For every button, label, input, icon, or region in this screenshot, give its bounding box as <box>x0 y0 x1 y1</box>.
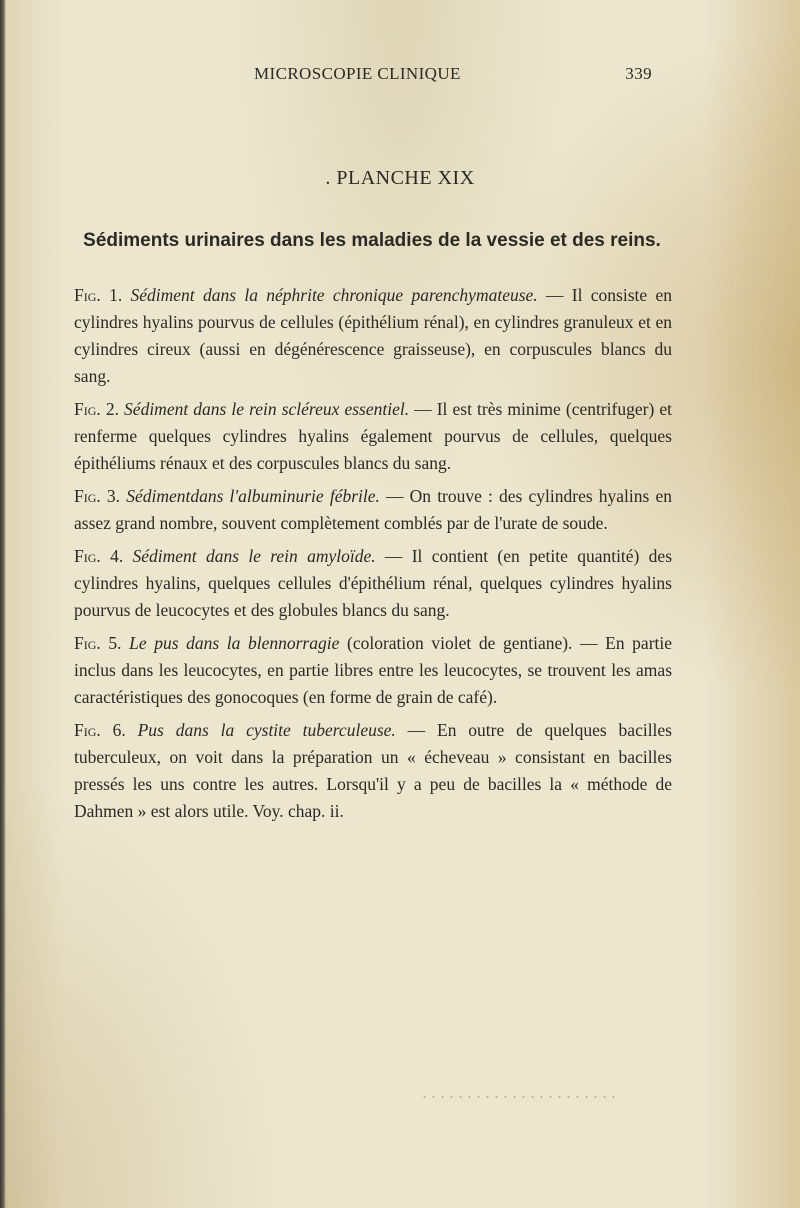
figure-5-description <box>74 630 672 711</box>
figure-title: Sédiment dans la néphrite chronique parenchymateuse. <box>130 285 538 305</box>
figure-text: — Il est très minime (centrifuger) et renferme quelques cylindres hyalins également pourvus de cellules, quelques épithéliums rénaux et des corpuscules blancs du sang. <box>74 399 672 473</box>
figure-6-description <box>74 717 672 825</box>
figure-title: Sédimentdans l'albuminurie fébrile. <box>126 486 380 506</box>
page-number: 339 <box>625 64 652 83</box>
figure-title: Sédiment dans le rein scléreux essentiel. <box>124 399 410 419</box>
section-title: Sédiments urinaires dans les maladies de la vessie et des reins. <box>83 230 661 251</box>
figure-label: Fig. 5. <box>74 633 122 653</box>
running-title: MICROSCOPIE CLINIQUE <box>254 64 461 83</box>
figure-3-description <box>74 483 672 537</box>
figure-title: Sédiment dans le rein amyloïde. <box>132 546 376 566</box>
plate-title: . PLANCHE XIX <box>325 167 475 189</box>
figure-label: Fig. 4. <box>74 546 124 566</box>
figure-label: Fig. 3. <box>74 486 121 506</box>
figure-label: Fig. 1. <box>74 285 123 305</box>
figure-title: Le pus dans la blennorragie <box>129 633 340 653</box>
figure-descriptions <box>74 282 672 831</box>
paper-specks <box>420 1094 620 1100</box>
figure-2-description <box>74 396 672 477</box>
figure-text: (coloration violet de gentiane). — En partie inclus dans les leucocytes, en partie libres entre les leucocytes, se trouvent les amas caractéristiques des gonocoques (en forme de grain de café). <box>74 633 673 707</box>
figure-text: — En outre de quelques bacilles tuberculeux, on voit dans la préparation un « écheveau » consistant en bacilles pressés les uns contre les autres. Lorsqu'il y a peu de bacilles la « méthode de Dahmen » est alors utile. Voy. chap. ii. <box>74 720 672 821</box>
figure-4-description <box>74 543 672 624</box>
figure-text: — On trouve : des cylindres hyalins en assez grand nombre, souvent complètement comblés par de l'urate de soude. <box>74 486 672 533</box>
figure-label: Fig. 6. <box>74 720 126 740</box>
figure-label: Fig. 2. <box>74 399 119 419</box>
figure-text: — Il consiste en cylindres hyalins pourvus de cellules (épithélium rénal), en cylindres granuleux et en cylindres cireux (aussi en dégénérescence graisseuse), en corpuscules blancs du sang. <box>74 285 672 386</box>
figure-title: Pus dans la cystite tuberculeuse. <box>137 720 396 740</box>
figure-1-description <box>74 282 672 390</box>
figure-text: — Il contient (en petite quantité) des cylindres hyalins, quelques cellules d'épithélium rénal, quelques cylindres hyalins pourvus de leucocytes et des globules blancs du sang. <box>74 546 673 620</box>
